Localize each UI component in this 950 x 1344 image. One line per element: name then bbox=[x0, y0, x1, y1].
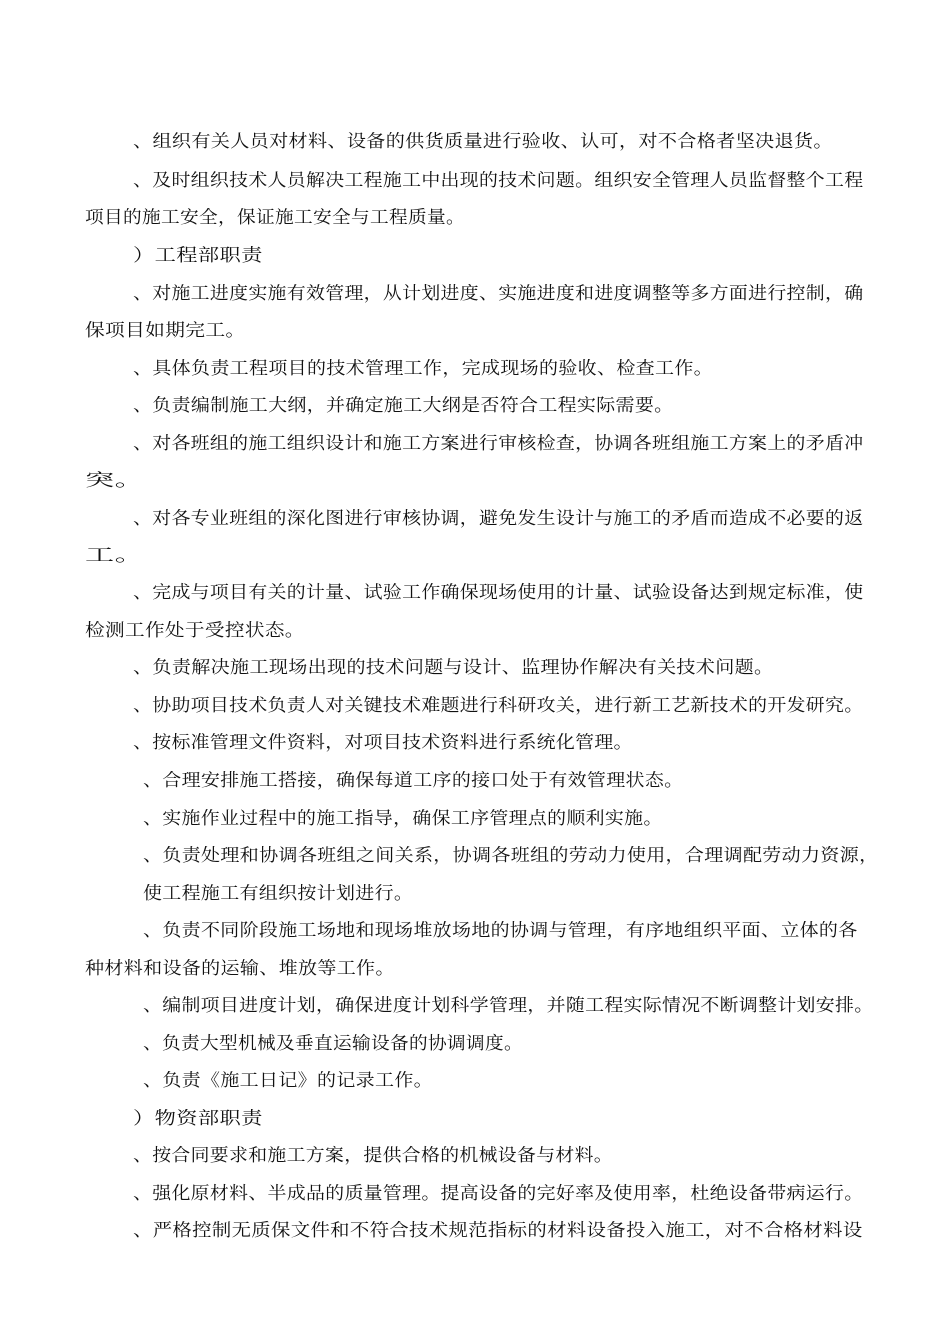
text-line: 、按标准管理文件资料，对项目技术资料进行系统化管理。 bbox=[133, 733, 633, 753]
text-line: 种材料和设备的运输、堆放等工作。 bbox=[85, 959, 395, 979]
text-line: 、完成与项目有关的计量、试验工作确保现场使用的计量、试验设备达到规定标准，使 bbox=[133, 583, 864, 603]
text-line: 、合理安排施工搭接，确保每道工序的接口处于有效管理状态。 bbox=[143, 771, 684, 791]
section-heading: ）工程部职责 bbox=[133, 246, 263, 266]
text-line: 、负责解决施工现场出现的技术问题与设计、监理协作解决有关技术问题。 bbox=[133, 658, 774, 678]
text-line: 、强化原材料、半成品的质量管理。提高设备的完好率及使用率，杜绝设备带病运行。 bbox=[133, 1184, 864, 1204]
text-line: 、实施作业过程中的施工指导，确保工序管理点的顺利实施。 bbox=[143, 809, 663, 829]
text-line: 、对各班组的施工组织设计和施工方案进行审核检查，协调各班组施工方案上的矛盾冲 bbox=[133, 434, 864, 454]
text-line: 、负责处理和协调各班组之间关系，协调各班组的劳动力使用，合理调配劳动力资源， bbox=[143, 846, 879, 866]
text-line: 、编制项目进度计划，确保进度计划科学管理，并随工程实际情况不断调整计划安排。 bbox=[143, 996, 874, 1016]
text-line: 、负责编制施工大纲，并确定施工大纲是否符合工程实际需要。 bbox=[133, 396, 674, 416]
text-line: 突。 bbox=[85, 471, 145, 491]
text-line: 、按合同要求和施工方案，提供合格的机械设备与材料。 bbox=[133, 1146, 613, 1166]
text-line: 使工程施工有组织按计划进行。 bbox=[143, 884, 414, 904]
text-line: 、组织有关人员对材料、设备的供货质量进行验收、认可，对不合格者坚决退货。 bbox=[133, 132, 833, 152]
text-line: 、对施工进度实施有效管理，从计划进度、实施进度和进度调整等多方面进行控制，确 bbox=[133, 284, 864, 304]
text-line: 、负责《施工日记》的记录工作。 bbox=[143, 1071, 433, 1091]
text-line: 工。 bbox=[85, 546, 145, 566]
text-line: 、及时组织技术人员解决工程施工中出现的技术问题。组织安全管理人员监督整个工程 bbox=[133, 171, 864, 191]
text-line: 保项目如期完工。 bbox=[85, 321, 246, 341]
text-line: 、协助项目技术负责人对关键技术难题进行科研攻关，进行新工艺新技术的开发研究。 bbox=[133, 696, 864, 716]
section-heading: ）物资部职责 bbox=[133, 1109, 263, 1129]
text-line: 、负责大型机械及垂直运输设备的协调调度。 bbox=[143, 1034, 523, 1054]
text-line: 、对各专业班组的深化图进行审核协调，避免发生设计与施工的矛盾而造成不必要的返 bbox=[133, 509, 864, 529]
text-line: 、具体负责工程项目的技术管理工作，完成现场的验收、检查工作。 bbox=[133, 359, 713, 379]
text-line: 检测工作处于受控状态。 bbox=[85, 621, 305, 641]
text-line: 、负责不同阶段施工场地和现场堆放场地的协调与管理，有序地组织平面、立体的各 bbox=[143, 921, 858, 941]
text-line: 、严格控制无质保文件和不符合技术规范指标的材料设备投入施工，对不合格材料设 bbox=[133, 1221, 863, 1241]
text-line: 项目的施工安全，保证施工安全与工程质量。 bbox=[85, 208, 465, 228]
